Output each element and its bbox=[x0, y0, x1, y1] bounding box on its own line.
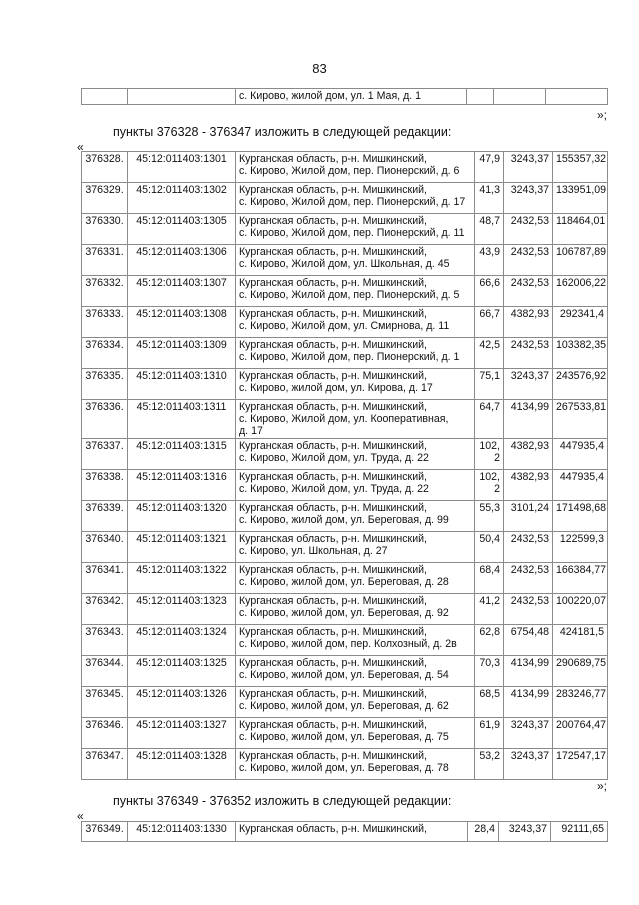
area-sqm: 70,3 bbox=[475, 656, 504, 687]
specific-value-index: 6754,48 bbox=[504, 625, 553, 656]
area-sqm: 62,8 bbox=[475, 625, 504, 656]
area-sqm: 43,9 bbox=[475, 245, 504, 276]
row-number: 376337. bbox=[82, 439, 128, 470]
cadastral-number: 45:12:011403:1305 bbox=[128, 214, 236, 245]
cadastral-number: 45:12:011403:1326 bbox=[128, 687, 236, 718]
property-address: Курганская область, р-н. Мишкинский, с. Кирово, Жилой дом, ул. Школьная, д. 45 bbox=[236, 245, 475, 276]
closing-quote-mark: »; bbox=[597, 108, 608, 122]
cadastral-number: 45:12:011403:1321 bbox=[128, 532, 236, 563]
row-number: 376349. bbox=[82, 822, 128, 842]
table-row bbox=[82, 152, 608, 183]
row-number: 376342. bbox=[82, 594, 128, 625]
row-number: 376339. bbox=[82, 501, 128, 532]
cadastral-value: 200764,47 bbox=[553, 718, 608, 749]
area-sqm: 41,3 bbox=[475, 183, 504, 214]
specific-value-index: 4134,99 bbox=[504, 400, 553, 439]
specific-value-index: 4382,93 bbox=[504, 470, 553, 501]
specific-value-index: 2432,53 bbox=[504, 563, 553, 594]
specific-value-index: 2432,53 bbox=[504, 338, 553, 369]
cadastral-value: 166384,77 bbox=[553, 563, 608, 594]
cadastral-number: 45:12:011403:1309 bbox=[128, 338, 236, 369]
cadastral-value: 243576,92 bbox=[553, 369, 608, 400]
row-number: 376345. bbox=[82, 687, 128, 718]
row-number: 376332. bbox=[82, 276, 128, 307]
property-address: Курганская область, р-н. Мишкинский, с. Кирово, Жилой дом, пер. Пионерский, д. 17 bbox=[236, 183, 475, 214]
table-row bbox=[82, 749, 608, 780]
row-number bbox=[82, 89, 128, 105]
row-number: 376331. bbox=[82, 245, 128, 276]
specific-value-index: 2432,53 bbox=[504, 594, 553, 625]
specific-value-index: 2432,53 bbox=[504, 214, 553, 245]
closing-quote-mark: »; bbox=[597, 779, 608, 793]
cadastral-value: 292341,4 bbox=[553, 307, 608, 338]
opening-quote-mark: « bbox=[77, 809, 84, 823]
cadastral-value: 133951,09 bbox=[553, 183, 608, 214]
property-address: Курганская область, р-н. Мишкинский, с. Кирово, Жилой дом, пер. Пионерский, д. 1 bbox=[236, 338, 475, 369]
property-address: Курганская область, р-н. Мишкинский, с. Кирово, жилой дом, пер. Колхозный, д. 2в bbox=[236, 625, 475, 656]
specific-value-index: 3243,37 bbox=[504, 749, 553, 780]
row-number: 376328. bbox=[82, 152, 128, 183]
property-address: Курганская область, р-н. Мишкинский, с. Кирово, жилой дом, ул. Береговая, д. 92 bbox=[236, 594, 475, 625]
area-sqm: 102, 2 bbox=[475, 439, 504, 470]
property-address: Курганская область, р-н. Мишкинский, с. Кирово, жилой дом, ул. Береговая, д. 54 bbox=[236, 656, 475, 687]
cadastral-value: 172547,17 bbox=[553, 749, 608, 780]
cadastral-number: 45:12:011403:1307 bbox=[128, 276, 236, 307]
table-row bbox=[82, 369, 608, 400]
top-table bbox=[81, 88, 608, 105]
area-sqm: 61,9 bbox=[475, 718, 504, 749]
row-number: 376338. bbox=[82, 470, 128, 501]
row-number: 376347. bbox=[82, 749, 128, 780]
table-row bbox=[82, 563, 608, 594]
area-sqm: 66,7 bbox=[475, 307, 504, 338]
specific-value-index: 3101,24 bbox=[504, 501, 553, 532]
table-row bbox=[82, 338, 608, 369]
table-row bbox=[82, 214, 608, 245]
property-address: Курганская область, р-н. Мишкинский, с. Кирово, Жилой дом, ул. Труда, д. 22 bbox=[236, 470, 475, 501]
cadastral-value: 155357,32 bbox=[553, 152, 608, 183]
table-row bbox=[82, 276, 608, 307]
property-address: Курганская область, р-н. Мишкинский, с. Кирово, Жилой дом, пер. Пионерский, д. 6 bbox=[236, 152, 475, 183]
row-number: 376341. bbox=[82, 563, 128, 594]
row-number: 376335. bbox=[82, 369, 128, 400]
area-sqm: 41,2 bbox=[475, 594, 504, 625]
property-address: Курганская область, р-н. Мишкинский, с. Кирово, жилой дом, ул. Береговая, д. 75 bbox=[236, 718, 475, 749]
cadastral-number: 45:12:011403:1323 bbox=[128, 594, 236, 625]
specific-value-index: 4134,99 bbox=[504, 656, 553, 687]
cadastral-value bbox=[546, 89, 608, 105]
table-row bbox=[82, 718, 608, 749]
specific-value-index: 2432,53 bbox=[504, 532, 553, 563]
area-sqm: 68,4 bbox=[475, 563, 504, 594]
area-sqm: 28,4 bbox=[468, 822, 499, 842]
property-address: с. Кирово, жилой дом, ул. 1 Мая, д. 1 bbox=[236, 89, 467, 105]
page-number: 83 bbox=[312, 61, 327, 76]
property-address: Курганская область, р-н. Мишкинский, с. Кирово, жилой дом, ул. Береговая, д. 78 bbox=[236, 749, 475, 780]
area-sqm: 50,4 bbox=[475, 532, 504, 563]
main-table bbox=[81, 151, 608, 780]
row-number: 376329. bbox=[82, 183, 128, 214]
specific-value-index: 2432,53 bbox=[504, 245, 553, 276]
cadastral-number: 45:12:011403:1328 bbox=[128, 749, 236, 780]
cadastral-value: 447935,4 bbox=[553, 439, 608, 470]
cadastral-number: 45:12:011403:1325 bbox=[128, 656, 236, 687]
table-row bbox=[82, 822, 608, 842]
property-address: Курганская область, р-н. Мишкинский, bbox=[236, 822, 468, 842]
area-sqm: 55,3 bbox=[475, 501, 504, 532]
cadastral-number: 45:12:011403:1308 bbox=[128, 307, 236, 338]
cadastral-value: 100220,07 bbox=[553, 594, 608, 625]
cadastral-number: 45:12:011403:1324 bbox=[128, 625, 236, 656]
cadastral-number: 45:12:011403:1320 bbox=[128, 501, 236, 532]
property-address: Курганская область, р-н. Мишкинский, с. Кирово, жилой дом, ул. Береговая, д. 62 bbox=[236, 687, 475, 718]
area-sqm: 53,2 bbox=[475, 749, 504, 780]
table-row bbox=[82, 400, 608, 439]
table-row bbox=[82, 245, 608, 276]
cadastral-number: 45:12:011403:1315 bbox=[128, 439, 236, 470]
cadastral-number: 45:12:011403:1322 bbox=[128, 563, 236, 594]
cadastral-value: 122599,3 bbox=[553, 532, 608, 563]
specific-value-index: 3243,37 bbox=[504, 152, 553, 183]
specific-value-index: 3243,37 bbox=[504, 369, 553, 400]
cadastral-number: 45:12:011403:1316 bbox=[128, 470, 236, 501]
table-row bbox=[82, 501, 608, 532]
table-row bbox=[82, 89, 608, 105]
cadastral-value: 267533,81 bbox=[553, 400, 608, 439]
bottom-table bbox=[81, 821, 608, 842]
cadastral-value: 92111,65 bbox=[551, 822, 608, 842]
specific-value-index: 3243,37 bbox=[504, 183, 553, 214]
cadastral-value: 162006,22 bbox=[553, 276, 608, 307]
area-sqm: 48,7 bbox=[475, 214, 504, 245]
specific-value-index: 4382,93 bbox=[504, 439, 553, 470]
specific-value-index: 4134,99 bbox=[504, 687, 553, 718]
cadastral-value: 171498,68 bbox=[553, 501, 608, 532]
property-address: Курганская область, р-н. Мишкинский, с. Кирово, жилой дом, ул. Береговая, д. 99 bbox=[236, 501, 475, 532]
area-sqm: 64,7 bbox=[475, 400, 504, 439]
property-address: Курганская область, р-н. Мишкинский, с. Кирово, Жилой дом, ул. Смирнова, д. 11 bbox=[236, 307, 475, 338]
cadastral-number: 45:12:011403:1330 bbox=[128, 822, 236, 842]
cadastral-value: 118464,01 bbox=[553, 214, 608, 245]
specific-value-index: 3243,37 bbox=[499, 822, 551, 842]
property-address: Курганская область, р-н. Мишкинский, с. Кирово, жилой дом, ул. Кирова, д. 17 bbox=[236, 369, 475, 400]
area-sqm: 47,9 bbox=[475, 152, 504, 183]
table-row bbox=[82, 625, 608, 656]
row-number: 376330. bbox=[82, 214, 128, 245]
property-address: Курганская область, р-н. Мишкинский, с. Кирово, Жилой дом, ул. Труда, д. 22 bbox=[236, 439, 475, 470]
row-number: 376333. bbox=[82, 307, 128, 338]
area-sqm bbox=[467, 89, 494, 105]
table-row bbox=[82, 656, 608, 687]
table-row bbox=[82, 307, 608, 338]
cadastral-number: 45:12:011403:1310 bbox=[128, 369, 236, 400]
specific-value-index: 2432,53 bbox=[504, 276, 553, 307]
area-sqm: 75,1 bbox=[475, 369, 504, 400]
opening-quote-mark: « bbox=[77, 140, 84, 154]
cadastral-value: 424181,5 bbox=[553, 625, 608, 656]
row-number: 376340. bbox=[82, 532, 128, 563]
property-address: Курганская область, р-н. Мишкинский, с. Кирово, жилой дом, ул. Береговая, д. 28 bbox=[236, 563, 475, 594]
cadastral-value: 103382,35 bbox=[553, 338, 608, 369]
table-row bbox=[82, 439, 608, 470]
property-address: Курганская область, р-н. Мишкинский, с. Кирово, Жилой дом, пер. Пионерский, д. 11 bbox=[236, 214, 475, 245]
area-sqm: 42,5 bbox=[475, 338, 504, 369]
cadastral-value: 283246,77 bbox=[553, 687, 608, 718]
cadastral-value: 106787,89 bbox=[553, 245, 608, 276]
cadastral-number: 45:12:011403:1302 bbox=[128, 183, 236, 214]
cadastral-number: 45:12:011403:1311 bbox=[128, 400, 236, 439]
row-number: 376343. bbox=[82, 625, 128, 656]
cadastral-number: 45:12:011403:1306 bbox=[128, 245, 236, 276]
cadastral-value: 447935,4 bbox=[553, 470, 608, 501]
cadastral-number: 45:12:011403:1301 bbox=[128, 152, 236, 183]
cadastral-number: 45:12:011403:1327 bbox=[128, 718, 236, 749]
area-sqm: 66,6 bbox=[475, 276, 504, 307]
amendment-instruction: пункты 376328 - 376347 изложить в следующей редакции: bbox=[113, 125, 452, 139]
cadastral-value: 290689,75 bbox=[553, 656, 608, 687]
table-row bbox=[82, 470, 608, 501]
row-number: 376344. bbox=[82, 656, 128, 687]
table-row bbox=[82, 532, 608, 563]
row-number: 376334. bbox=[82, 338, 128, 369]
row-number: 376346. bbox=[82, 718, 128, 749]
property-address: Курганская область, р-н. Мишкинский, с. Кирово, ул. Школьная, д. 27 bbox=[236, 532, 475, 563]
property-address: Курганская область, р-н. Мишкинский, с. Кирово, Жилой дом, пер. Пионерский, д. 5 bbox=[236, 276, 475, 307]
table-row bbox=[82, 594, 608, 625]
area-sqm: 68,5 bbox=[475, 687, 504, 718]
specific-value-index: 4382,93 bbox=[504, 307, 553, 338]
area-sqm: 102, 2 bbox=[475, 470, 504, 501]
table-row bbox=[82, 183, 608, 214]
row-number: 376336. bbox=[82, 400, 128, 439]
specific-value-index bbox=[494, 89, 546, 105]
table-row bbox=[82, 687, 608, 718]
property-address: Курганская область, р-н. Мишкинский, с. Кирово, Жилой дом, ул. Кооперативная, д. 17 bbox=[236, 400, 475, 439]
cadastral-number bbox=[128, 89, 236, 105]
amendment-instruction: пункты 376349 - 376352 изложить в следующей редакции: bbox=[113, 794, 452, 808]
specific-value-index: 3243,37 bbox=[504, 718, 553, 749]
